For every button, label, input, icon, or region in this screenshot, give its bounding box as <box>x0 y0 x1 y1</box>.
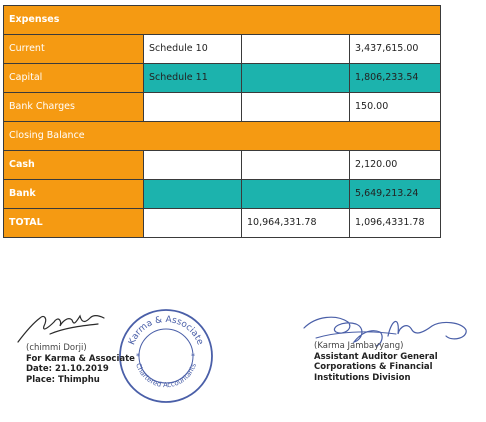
signature-block-right <box>314 341 438 383</box>
row-label: Bank <box>4 180 144 209</box>
seal-top-text: Karma & Associate <box>127 314 205 347</box>
table-row <box>4 151 441 180</box>
table-cell <box>242 35 350 64</box>
signatory-name: (chimmi Dorji) <box>26 343 87 353</box>
row-label: Capital <box>4 64 144 93</box>
table-cell <box>242 151 350 180</box>
schedule-ref: Schedule 11 <box>144 64 242 93</box>
schedule-ref <box>144 93 242 122</box>
table-row <box>4 64 441 93</box>
table-row <box>4 180 441 209</box>
signatory-division: Institutions Division <box>314 372 411 383</box>
row-label: Bank Charges <box>4 93 144 122</box>
svg-text:*: * <box>136 352 140 361</box>
schedule-ref <box>144 180 242 209</box>
signature-block-left <box>26 343 135 385</box>
table-row <box>4 93 441 122</box>
svg-text:*: * <box>191 352 195 361</box>
signatory-firm: For Karma & Associate <box>26 353 135 364</box>
schedule-ref <box>144 151 242 180</box>
total-label: TOTAL <box>4 209 144 238</box>
table-total-row <box>4 209 441 238</box>
signatory-name: (Karma Jambayyang) <box>314 341 404 351</box>
table-row <box>4 35 441 64</box>
svg-text:Chartered Accountants <box>134 362 198 389</box>
amount-cell: 1,806,233.54 <box>350 64 441 93</box>
amount-cell: 3,437,615.00 <box>350 35 441 64</box>
expenses-header: Expenses <box>4 6 441 35</box>
amount-cell: 150.00 <box>350 93 441 122</box>
schedule-ref: Schedule 10 <box>144 35 242 64</box>
signatory-department: Corporations & Financial <box>314 362 433 372</box>
schedule-ref <box>144 209 242 238</box>
table-cell <box>242 93 350 122</box>
signatory-title: Assistant Auditor General <box>314 351 438 362</box>
table-cell <box>242 64 350 93</box>
table-header-row <box>4 6 441 35</box>
signature-date: Date: 21.10.2019 <box>26 364 109 374</box>
table-cell <box>242 180 350 209</box>
signature-place: Place: Thimphu <box>26 374 100 385</box>
total-cell: 10,964,331.78 <box>242 209 350 238</box>
amount-cell: 2,120.00 <box>350 151 441 180</box>
row-label: Cash <box>4 151 144 180</box>
table-section-row <box>4 122 441 151</box>
amount-cell: 5,649,213.24 <box>350 180 441 209</box>
total-amount-cell: 1,096,4331.78 <box>350 209 441 238</box>
expenses-table <box>3 5 441 238</box>
row-label: Current <box>4 35 144 64</box>
closing-balance-label: Closing Balance <box>4 122 441 151</box>
seal-bottom-text: Chartered Accountants <box>134 362 198 390</box>
